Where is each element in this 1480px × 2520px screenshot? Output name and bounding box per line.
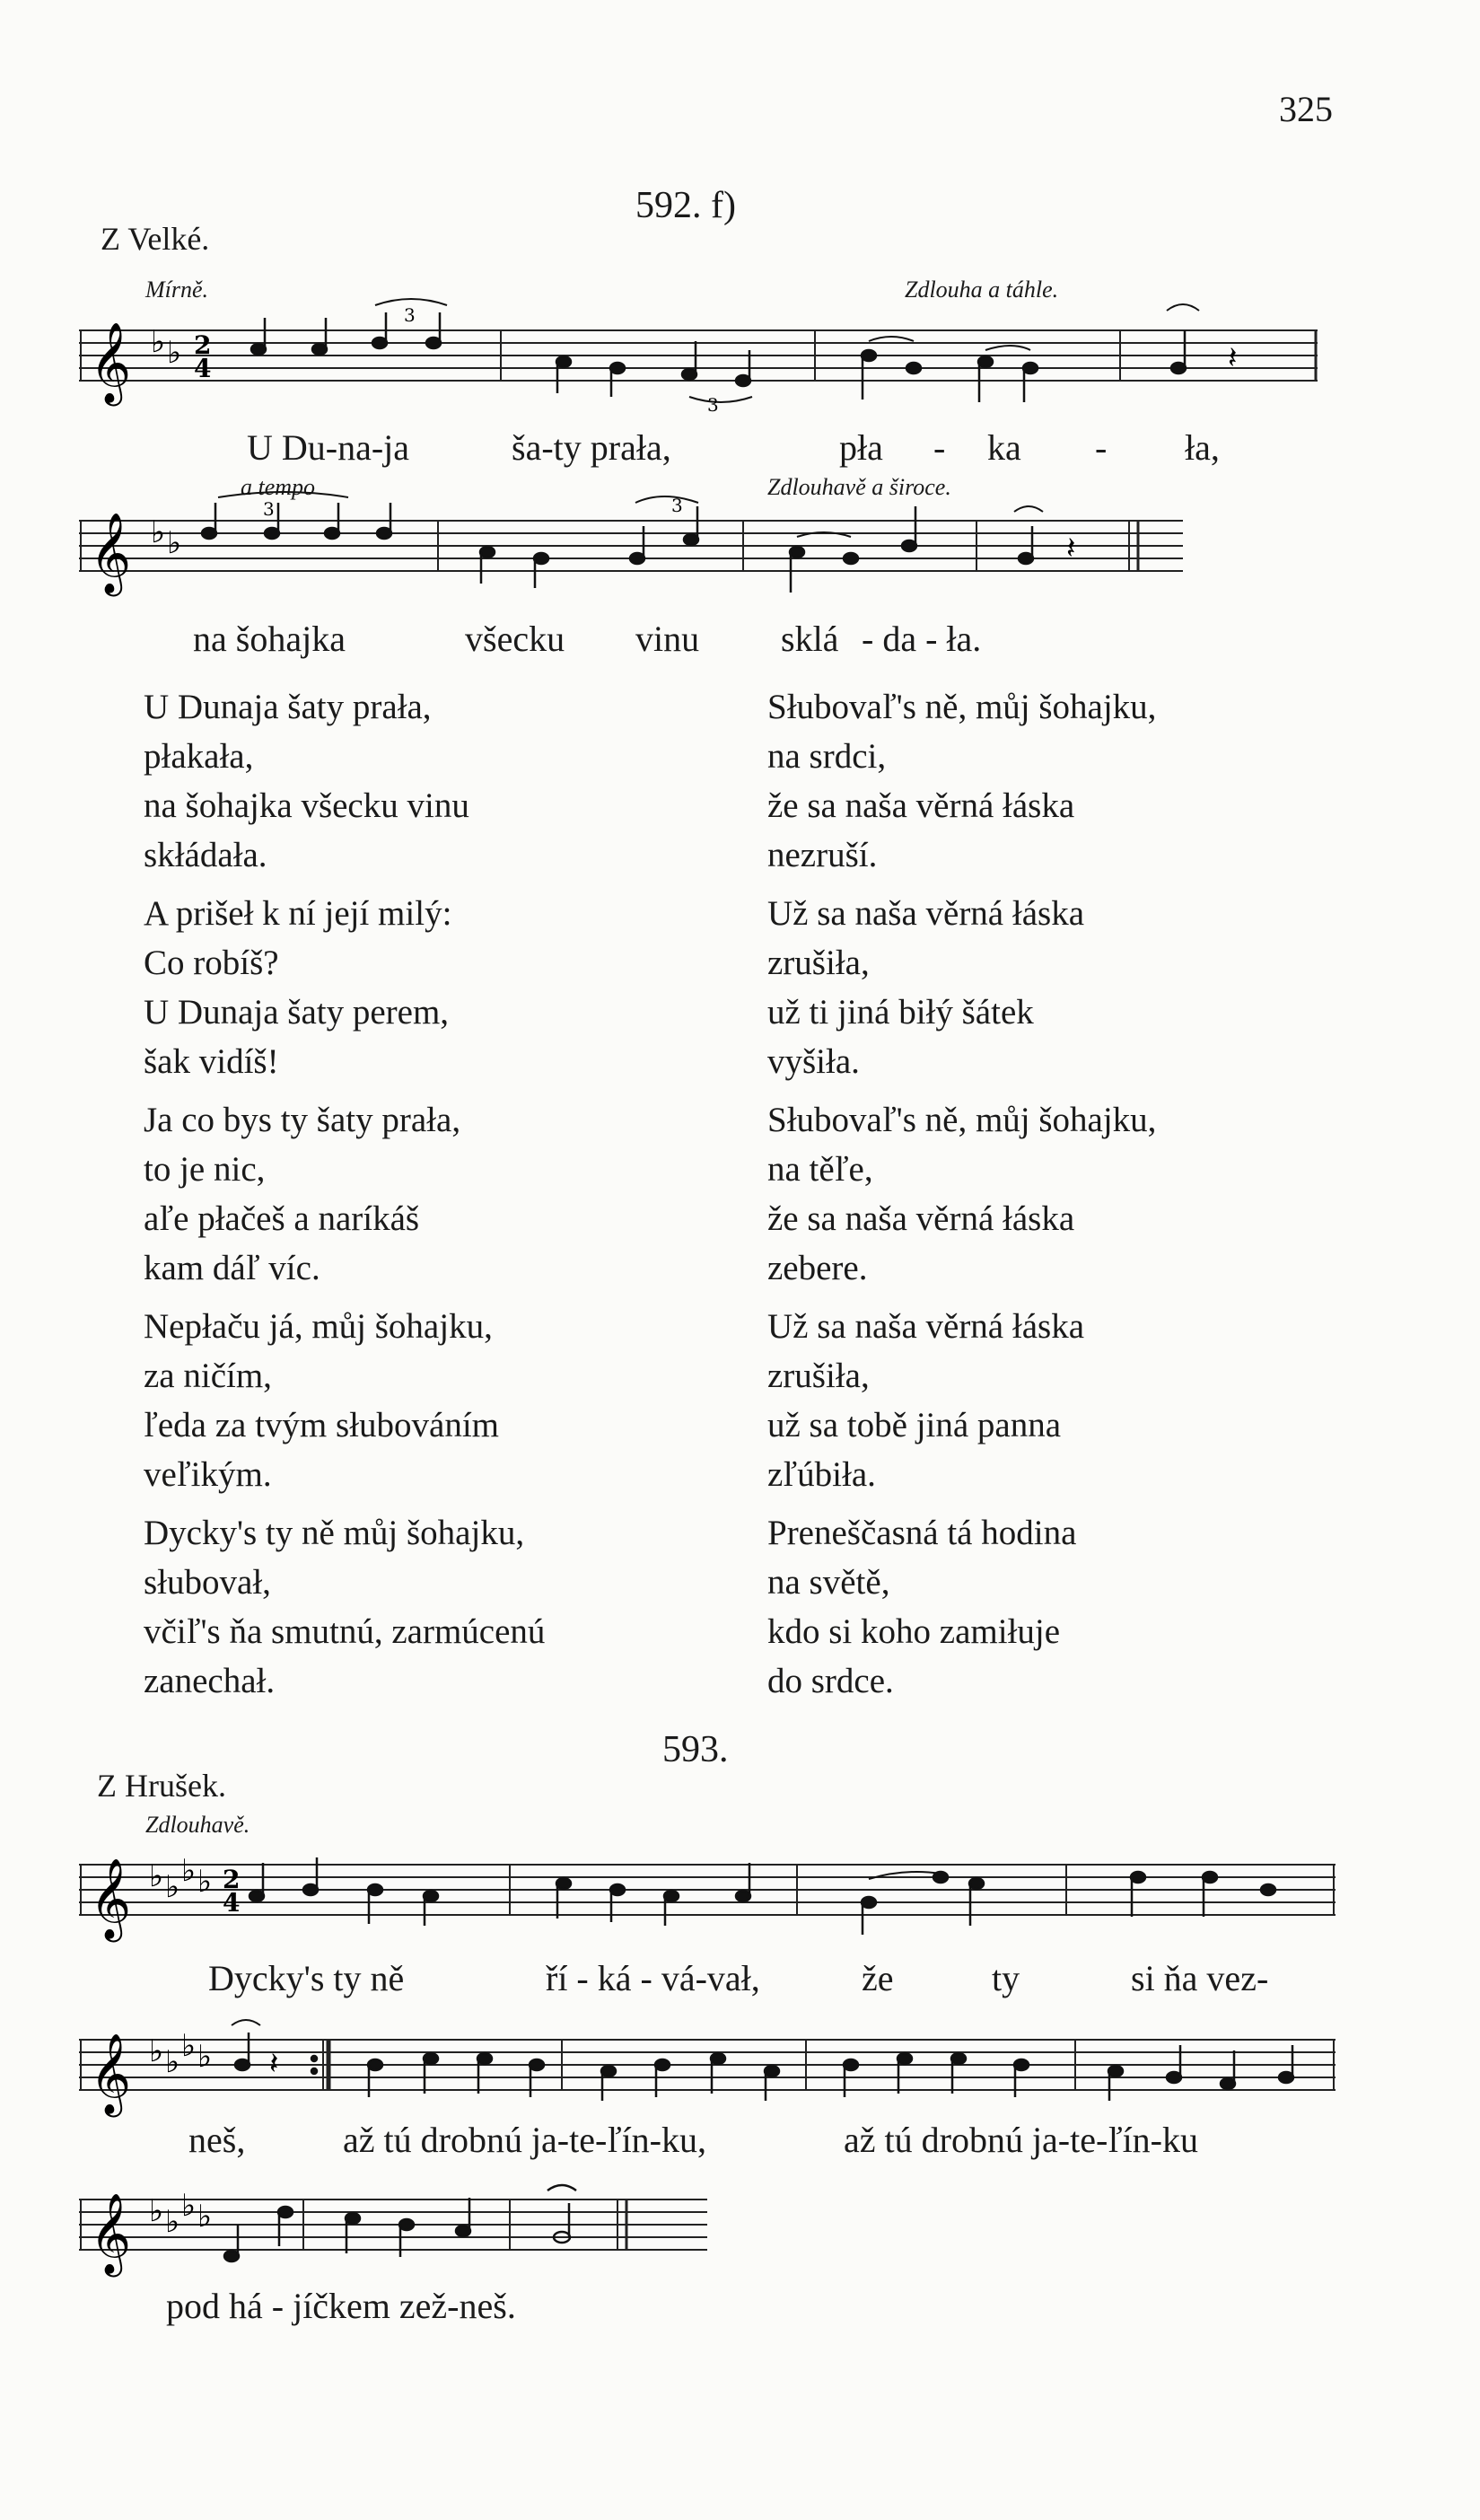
svg-text:4: 4 (194, 354, 212, 383)
song-origin: Z Hrušek. (97, 1768, 226, 1804)
music-staff (79, 485, 1201, 610)
page-number: 325 (1279, 89, 1333, 129)
rest-icon: 𝄽 (1228, 340, 1238, 376)
music-staff (79, 2011, 1353, 2128)
stanza: Nepłaču já, můj šohajku, za ničím, ľeda za tvým słubováním veľikým. (144, 1307, 499, 1494)
svg-text:♭: ♭ (149, 2193, 164, 2229)
svg-text:♭: ♭ (181, 2188, 197, 2224)
svg-text:♭: ♭ (167, 335, 182, 371)
svg-text:3: 3 (263, 498, 275, 520)
svg-text:♭: ♭ (165, 2204, 180, 2240)
stanza: A prišeł k ní její milý: Co robíš? U Dunaja šaty perem, šak vidíš! (144, 894, 452, 1081)
svg-text:3: 3 (671, 495, 683, 516)
stanza: Preneščasná tá hodina na světě, kdo si koho zamiłuje do srdce. (767, 1514, 1077, 1700)
svg-text:♭: ♭ (151, 514, 166, 550)
song-number: 593. (662, 1729, 729, 1770)
song-number: 592. f) (635, 185, 736, 226)
music-staff (79, 1836, 1353, 1953)
verse-column-right (767, 682, 1156, 1715)
svg-text:♭: ♭ (149, 2033, 164, 2069)
music-staff (79, 2171, 725, 2287)
svg-text:♭: ♭ (165, 2044, 180, 2080)
treble-clef-icon: 𝄞 (90, 1858, 132, 1939)
tempo-marking: Mírně. (145, 277, 209, 303)
tempo-marking: Zdlouhavě a široce. (767, 474, 951, 500)
stanza: Dycky's ty ně můj šohajku, słubovał, včiľ's ňa smutnú, zarmúcenú zanechał. (144, 1514, 546, 1700)
stanza: Ja co bys ty šaty prała, to je nic, aľe płačeš a naríkáš kam dáľ víc. (144, 1101, 461, 1287)
svg-text:2: 2 (194, 330, 212, 360)
stanza: U Dunaja šaty prała, płakała, na šohajka všecku vinu skłádała. (144, 688, 469, 874)
tempo-marking: Zdlouhavě. (145, 1812, 250, 1838)
stanza: Słubovaľ's ně, můj šohajku, na těľe, že sa naša věrná łáska zebere. (767, 1101, 1157, 1287)
svg-text:3: 3 (404, 304, 416, 326)
treble-clef-icon: 𝄞 (90, 2193, 132, 2274)
verse-column-left (144, 682, 545, 1715)
svg-text:♭: ♭ (197, 2039, 213, 2075)
svg-text:2: 2 (223, 1865, 241, 1894)
tempo-marking: Zdlouha a táhle. (905, 277, 1059, 303)
rest-icon: 𝄽 (1066, 531, 1076, 566)
stanza: Už sa naša věrná łáska zrušiła, už sa tobě jiná panna zľúbiła. (767, 1307, 1084, 1494)
stanza: Už sa naša věrná łáska zrušiła, už ti jiná biłý šátek vyšiła. (767, 894, 1084, 1081)
svg-text:♭: ♭ (149, 1858, 164, 1894)
svg-text:3: 3 (707, 394, 719, 416)
treble-clef-icon: 𝄞 (90, 2033, 132, 2114)
treble-clef-icon: 𝄞 (90, 322, 132, 403)
stanza: Słubovaľ's ně, můj šohajku, na srdci, že sa naša věrná łáska nezruší. (767, 688, 1157, 874)
tempo-marking: a tempo (241, 474, 316, 500)
svg-text:♭: ♭ (197, 1864, 213, 1900)
svg-text:4: 4 (223, 1888, 241, 1918)
rest-icon: 𝄽 (269, 2046, 279, 2082)
treble-clef-icon: 𝄞 (90, 513, 132, 593)
svg-text:♭: ♭ (181, 1853, 197, 1889)
svg-text:♭: ♭ (167, 525, 182, 561)
svg-text:♭: ♭ (181, 2028, 197, 2064)
music-staff (79, 296, 1336, 422)
svg-text:♭: ♭ (165, 1869, 180, 1905)
svg-text:♭: ♭ (151, 324, 166, 360)
song-origin: Z Velké. (101, 221, 210, 257)
svg-text:♭: ♭ (197, 2199, 213, 2235)
